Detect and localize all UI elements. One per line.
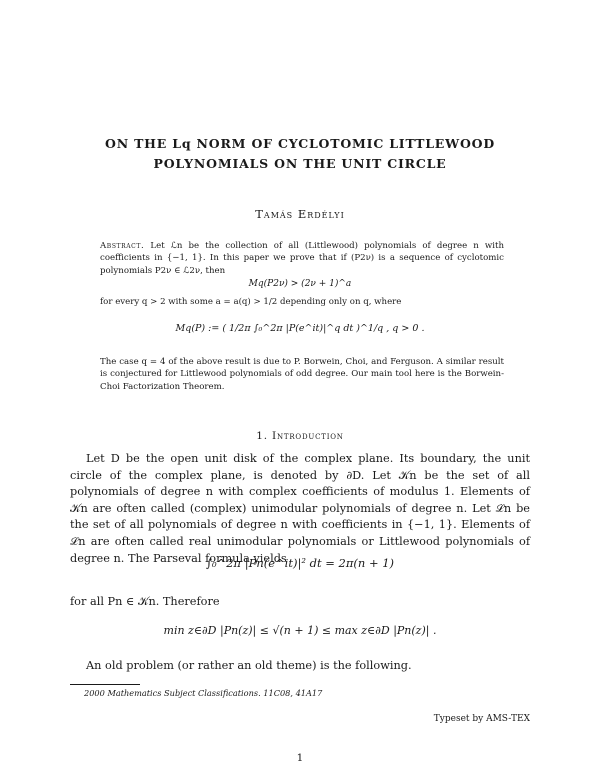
intro-paragraph-2: for all Pn ∈ 𝒦n. Therefore [70,595,220,608]
page-number: 1 [296,752,304,764]
paper-title-line-2: POLYNOMIALS ON THE UNIT CIRCLE [153,156,447,171]
parseval-equation: ∫₀^2π |Pn(e^it)|² dt = 2π(n + 1) [205,556,395,570]
minmax-equation: min z∈∂D |Pn(z)| ≤ √(n + 1) ≤ max z∈∂D |Pn(z)| . [163,624,437,637]
paper-title-line-1: ON THE Lq NORM OF CYCLOTOMIC LITTLEWOOD [105,136,495,151]
intro-paragraph-3: An old problem (or rather an old theme) is the following. [86,659,412,672]
footnote-rule [70,684,140,685]
intro-paragraph-1: Let D be the open unit disk of the complex plane. Its boundary, the unit circle of the complex plane, is denoted by ∂D. Let 𝒦n be the set of all polynomials of degree n with complex coefficients of modulus 1. Elements of 𝒦n are often called (complex) unimodular polynomials of degree n. Let ℒn be the set of all polynomials of degree n with coefficients in {−1, 1}. Elements of ℒn are often called real unimodular polynomials or Littlewood polynomials of degree n. The Parseval formula yields [70,452,530,565]
abstract-text-2: for every q > 2 with some a = a(q) > 1/2 depending only on q, where [100,297,402,307]
abstract-label: Abstract. [100,241,145,251]
abstract-equation-1: Mq(P2ν) > (2ν + 1)^a [248,279,352,289]
section-heading: 1. Introduction [256,430,344,442]
abstract-text-1: Let ℒn be the collection of all (Littlewood) polynomials of degree n with coefficients in {−1, 1}. In this paper we prove that if (P2ν) is a sequence of cyclotomic polynomials P2ν ∈ ℒ2ν, then [100,241,504,276]
abstract-text-3: The case q = 4 of the above result is due to P. Borwein, Choi, and Ferguson. A similar result is conjectured for Littlewood polynomials of odd degree. Our main tool here is the Borwein-Choi Factorization Theorem. [100,357,504,392]
abstract-equation-2: Mq(P) := ( 1/2π ∫₀^2π |P(e^it)|^q dt )^1/q , q > 0 . [175,323,425,334]
typeset-credit: Typeset by AMS-TEX [433,714,530,724]
author-name: Tamás Erdélyi [255,207,345,221]
footnote-text: 2000 Mathematics Subject Classifications. 11C08, 41A17 [84,688,323,698]
footnote [84,688,322,698]
abstract-paragraph-1 [100,240,504,277]
